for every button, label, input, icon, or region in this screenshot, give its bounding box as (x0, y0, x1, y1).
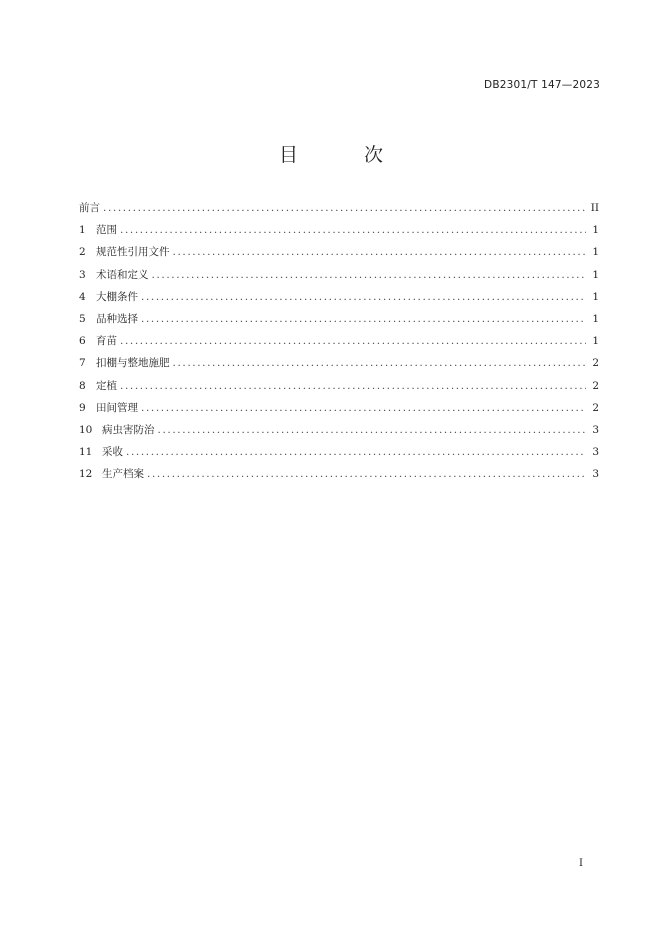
toc-entry-page: II (590, 202, 599, 214)
document-code: DB2301/T 147—2023 (484, 79, 600, 91)
toc-entry-foreword[interactable] (79, 200, 599, 222)
toc-entry-label: 大棚条件 (96, 290, 138, 303)
toc-entry-label: 病虫害防治 (102, 423, 155, 436)
dot-leader (120, 380, 586, 392)
toc-entry-9[interactable] (79, 400, 599, 422)
toc-entry-6[interactable] (79, 333, 599, 355)
toc-entry-number: 1 (79, 224, 86, 237)
toc-entry-label: 扣棚与整地施肥 (96, 357, 170, 370)
toc-entry-page: 3 (592, 423, 599, 436)
toc-entry-page: 2 (592, 379, 599, 392)
toc-entry-label: 田间管理 (96, 401, 138, 414)
toc-entry-label: 规范性引用文件 (96, 246, 170, 259)
toc-entry-page: 1 (592, 290, 599, 303)
toc-entry-5[interactable] (79, 311, 599, 333)
toc-entry-label: 育苗 (96, 335, 117, 348)
toc-entry-number: 12 (79, 468, 93, 481)
dot-leader (141, 313, 586, 325)
toc-entry-7[interactable] (79, 355, 599, 377)
dot-leader (173, 357, 587, 369)
dot-leader (152, 269, 587, 281)
table-of-contents (79, 200, 599, 488)
toc-entry-number: 10 (79, 423, 93, 436)
toc-entry-page: 1 (592, 312, 599, 325)
toc-entry-label: 前言 (79, 202, 100, 214)
toc-entry-page: 1 (592, 268, 599, 281)
toc-entry-4[interactable] (79, 289, 599, 311)
toc-entry-label: 生产档案 (102, 468, 144, 481)
toc-entry-number: 11 (79, 446, 93, 459)
toc-entry-page: 2 (592, 357, 599, 370)
dot-leader (141, 402, 586, 414)
toc-entry-page: 1 (592, 224, 599, 237)
dot-leader (120, 335, 586, 347)
toc-entry-number: 6 (79, 335, 86, 348)
dot-leader (103, 202, 586, 214)
toc-entry-10[interactable] (79, 422, 599, 444)
page-number: I (579, 858, 583, 869)
toc-entry-label: 采收 (102, 446, 123, 459)
toc-entry-page: 3 (592, 446, 599, 459)
toc-entry-label: 品种选择 (96, 312, 138, 325)
toc-entry-page: 1 (592, 246, 599, 259)
toc-entry-label: 术语和定义 (96, 268, 149, 281)
dot-leader (120, 224, 586, 236)
dot-leader (173, 246, 587, 258)
toc-entry-page: 1 (592, 335, 599, 348)
toc-entry-number: 2 (79, 246, 86, 259)
toc-entry-number: 9 (79, 401, 86, 414)
toc-entry-page: 2 (592, 401, 599, 414)
toc-entry-2[interactable] (79, 244, 599, 266)
toc-entry-label: 定植 (96, 379, 117, 392)
toc-entry-3[interactable] (79, 267, 599, 289)
dot-leader (158, 424, 587, 436)
toc-entry-11[interactable] (79, 444, 599, 466)
toc-entry-8[interactable] (79, 378, 599, 400)
dot-leader (141, 291, 586, 303)
toc-entry-12[interactable] (79, 466, 599, 488)
toc-entry-number: 4 (79, 290, 86, 303)
toc-entry-number: 8 (79, 379, 86, 392)
dot-leader (126, 446, 586, 458)
toc-entry-number: 3 (79, 268, 86, 281)
toc-entry-1[interactable] (79, 222, 599, 244)
toc-entry-number: 5 (79, 312, 86, 325)
toc-entry-label: 范围 (96, 224, 117, 237)
toc-entry-number: 7 (79, 357, 86, 370)
page-title: 目 次 (278, 144, 414, 166)
dot-leader (147, 468, 586, 480)
toc-entry-page: 3 (592, 468, 599, 481)
